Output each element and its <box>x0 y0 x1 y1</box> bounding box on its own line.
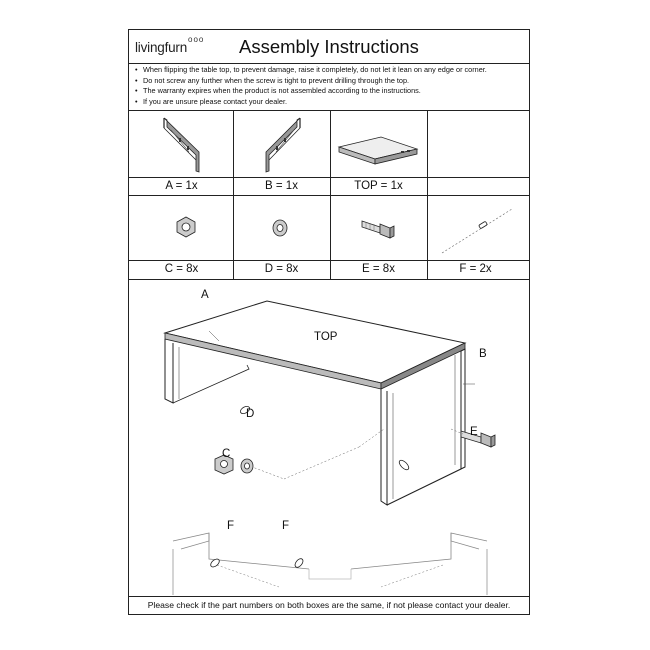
table-top-icon <box>335 133 421 173</box>
brand-logo: livingfurn <box>135 40 188 55</box>
diagram-label-f2: F <box>282 520 290 532</box>
brand-mark: ooo <box>188 35 205 44</box>
footer-note: Please check if the part numbers on both boxes are the same, if not please contact your dealer. <box>147 600 511 610</box>
grid-divider <box>129 177 529 178</box>
frame-a-icon <box>159 116 209 174</box>
header <box>129 30 529 64</box>
diagram-label-d: D <box>246 408 255 420</box>
part-caption-a: A = 1x <box>165 180 198 192</box>
dowel-icon <box>434 203 520 259</box>
note-item: • Do not screw any further when the screw is tight to prevent drilling through the top. <box>133 76 529 87</box>
washer-icon <box>269 217 291 239</box>
diagram-label-f1: F <box>227 520 235 532</box>
note-item: • When flipping the table top, to prevent damage, raise it completely, do not let it lean on any edge or corner. <box>133 65 529 76</box>
grid-divider <box>129 195 529 196</box>
parts-grid <box>129 110 529 280</box>
diagram-label-a: A <box>201 289 209 301</box>
diagram-label-b: B <box>479 348 487 360</box>
assembly-diagram <box>129 279 529 595</box>
frame-b-icon <box>256 116 306 174</box>
footer-divider <box>129 596 529 597</box>
part-caption-top: TOP = 1x <box>354 180 403 192</box>
diagram-label-top: TOP <box>314 331 338 343</box>
part-caption-d: D = 8x <box>264 263 299 275</box>
nut-icon <box>174 215 198 239</box>
instruction-sheet <box>128 29 530 615</box>
diagram-label-e: E <box>470 426 478 438</box>
part-caption-f: F = 2x <box>459 263 492 275</box>
notes-list <box>133 65 529 107</box>
bolt-icon <box>358 215 398 243</box>
page-title: Assembly Instructions <box>239 36 419 57</box>
grid-divider <box>129 260 529 261</box>
diagram-label-c: C <box>222 448 231 460</box>
part-caption-b: B = 1x <box>265 180 298 192</box>
part-caption-c: C = 8x <box>164 263 199 275</box>
part-caption-e: E = 8x <box>362 263 395 275</box>
note-item: • If you are unsure please contact your dealer. <box>133 97 529 108</box>
note-item: • The warranty expires when the product is not assembled according to the instructions. <box>133 86 529 97</box>
